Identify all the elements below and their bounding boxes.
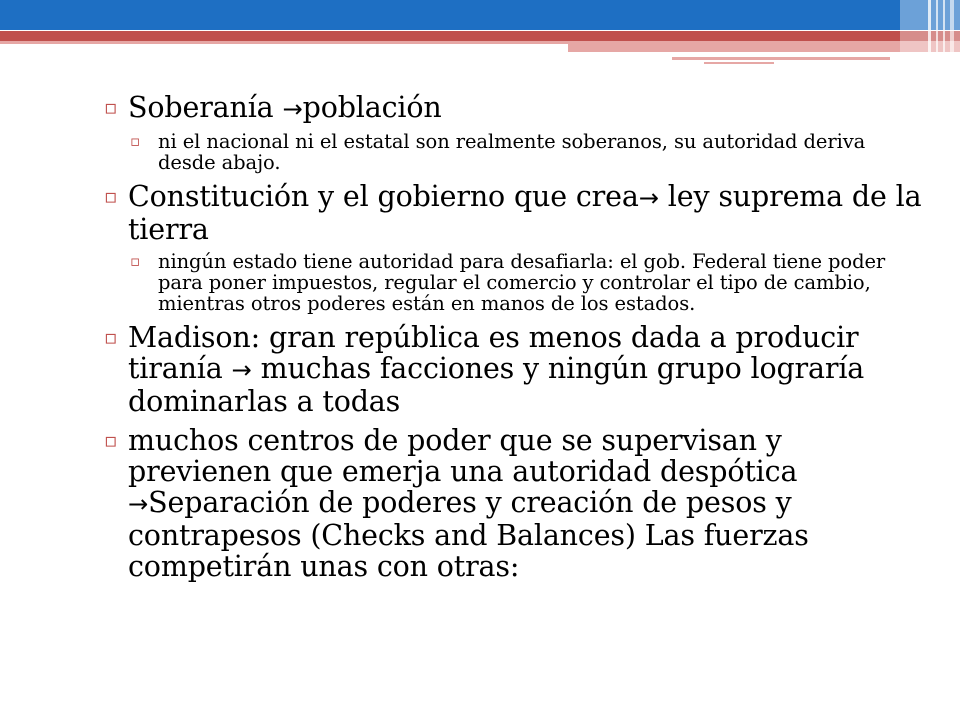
item-text: muchas facciones y ningún grupo lograría dominarlas a todas xyxy=(128,352,865,418)
header-vline-4 xyxy=(950,0,954,80)
bullet-item xyxy=(104,92,924,125)
header-red-stripe xyxy=(0,31,960,41)
bullet-marker: ▫ xyxy=(104,428,118,452)
bullet-marker: ▫ xyxy=(104,325,118,349)
item-text: población xyxy=(302,91,442,124)
item-text: muchos centros de poder que se supervisan y previenen que emerja una autoridad despótica xyxy=(128,424,798,488)
header-thin-line xyxy=(672,57,890,60)
header-vline-1 xyxy=(928,0,931,70)
item-text: Constitución y el gobierno que crea xyxy=(128,180,639,213)
item-text: Madison: gran república es menos dada a producir tiranía xyxy=(128,321,859,385)
item-text: ningún estado tiene autoridad para desafiarla: el gob. Federal tiene poder para poner impuestos, regular el comercio y controlar el tipo de cambio, mientras otros poderes están en manos de los estados. xyxy=(158,250,886,315)
bullet-item xyxy=(104,181,924,245)
item-text: ni el nacional ni el estatal son realmente soberanos, su autoridad deriva desde abajo. xyxy=(158,130,866,174)
bullet-marker: ▫ xyxy=(104,95,118,119)
header-blue-band xyxy=(0,0,960,30)
arrow-icon: → xyxy=(282,95,303,123)
bullet-marker: ▫ xyxy=(130,252,141,270)
bullet-item xyxy=(104,322,924,417)
bullet-marker: ▫ xyxy=(104,184,118,208)
arrow-icon: → xyxy=(231,356,252,384)
arrow-icon: → xyxy=(128,490,149,518)
header-short-line xyxy=(704,62,774,64)
header-decoration xyxy=(0,0,960,80)
item-text: Soberanía xyxy=(128,91,283,124)
slide-content xyxy=(104,92,924,590)
header-light-stripe xyxy=(0,41,960,44)
header-vline-3 xyxy=(943,0,945,62)
header-pale-bar xyxy=(900,0,960,80)
item-text: ley suprema de la tierra xyxy=(128,180,922,246)
sub-bullet-item xyxy=(104,251,924,314)
header-pink-block xyxy=(568,44,960,52)
sub-bullet-item xyxy=(104,131,924,173)
arrow-icon: → xyxy=(638,184,659,212)
header-vline-2 xyxy=(936,0,938,76)
bullet-item xyxy=(104,425,924,582)
bullet-marker: ▫ xyxy=(130,132,141,150)
item-text: Separación de poderes y creación de pesos y contrapesos (Checks and Balances) Las fuerzas competirán unas con otras: xyxy=(128,486,809,583)
